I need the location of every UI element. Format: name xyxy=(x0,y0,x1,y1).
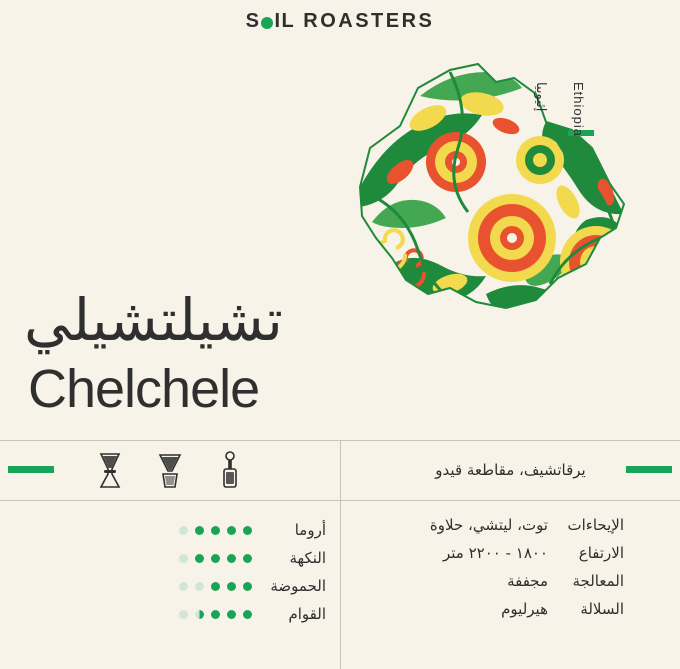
attribute-label: السلالة xyxy=(580,600,624,618)
brand-header xyxy=(0,10,680,33)
attribute-row xyxy=(355,572,624,600)
attribute-value: مجففة xyxy=(507,572,548,590)
attribute-label: الإيحاءات xyxy=(567,516,624,534)
chemex-icon xyxy=(93,450,127,490)
rating-dot xyxy=(243,610,252,619)
region-text: يرقاتشيف، مقاطعة قيدو xyxy=(435,461,586,479)
rating-dot xyxy=(179,526,188,535)
rating-dots xyxy=(179,582,252,591)
attribute-label: المعالجة xyxy=(572,572,624,590)
rating-row xyxy=(100,572,326,600)
rating-label: القوام xyxy=(288,605,326,623)
origin-label-arabic: إثيوبيا xyxy=(533,82,548,112)
rating-dot xyxy=(179,582,188,591)
attributes-list xyxy=(341,516,680,628)
aeropress-icon xyxy=(213,450,247,490)
rating-dot xyxy=(211,526,220,535)
rating-dot xyxy=(227,554,236,563)
attribute-label: الارتفاع xyxy=(578,544,624,562)
attribute-value: ١٨٠٠ - ٢٢٠٠ متر xyxy=(442,544,548,562)
brand-name-soil xyxy=(246,10,296,33)
brew-methods xyxy=(0,440,340,500)
coffee-name-arabic: تشيلتشيلي xyxy=(24,286,283,354)
rating-dot xyxy=(195,526,204,535)
rating-dot xyxy=(211,610,220,619)
attribute-value: توت، ليتشي، حلاوة xyxy=(429,516,548,534)
rating-dot xyxy=(243,526,252,535)
rating-dot xyxy=(195,582,204,591)
attribute-row xyxy=(355,544,624,572)
origin-label xyxy=(533,80,616,190)
rating-label: النكهة xyxy=(289,549,326,567)
rating-dot xyxy=(179,554,188,563)
rating-dot xyxy=(227,610,236,619)
rating-dots xyxy=(179,526,252,535)
rating-dot xyxy=(227,582,236,591)
rating-dot xyxy=(243,554,252,563)
rating-row xyxy=(100,544,326,572)
rating-dot xyxy=(195,554,204,563)
rating-dot xyxy=(211,582,220,591)
brand-letter-s: S xyxy=(245,10,261,32)
origin-label-english: Ethiopia xyxy=(571,82,586,137)
rating-dot xyxy=(211,554,220,563)
attribute-row xyxy=(355,600,624,628)
rating-row xyxy=(100,600,326,628)
rating-label: أروما xyxy=(294,521,326,539)
rating-dot xyxy=(243,582,252,591)
rating-row xyxy=(100,516,326,544)
rating-dot xyxy=(179,610,188,619)
rating-dots xyxy=(179,554,252,563)
brand-letters-il: IL xyxy=(274,10,296,32)
rating-label: الحموضة xyxy=(270,577,326,595)
rating-dots xyxy=(179,610,252,619)
coffee-name-english: Chelchele xyxy=(28,359,260,419)
rating-dot xyxy=(227,526,236,535)
brand-o-dot-icon xyxy=(261,17,273,29)
attribute-value: هيرليوم xyxy=(501,600,548,618)
v60-dripper-icon xyxy=(153,450,187,490)
attribute-row xyxy=(355,516,624,544)
rating-dot xyxy=(195,610,204,619)
brand-name-roasters: ROASTERS xyxy=(303,10,435,32)
ratings-list xyxy=(0,516,340,628)
